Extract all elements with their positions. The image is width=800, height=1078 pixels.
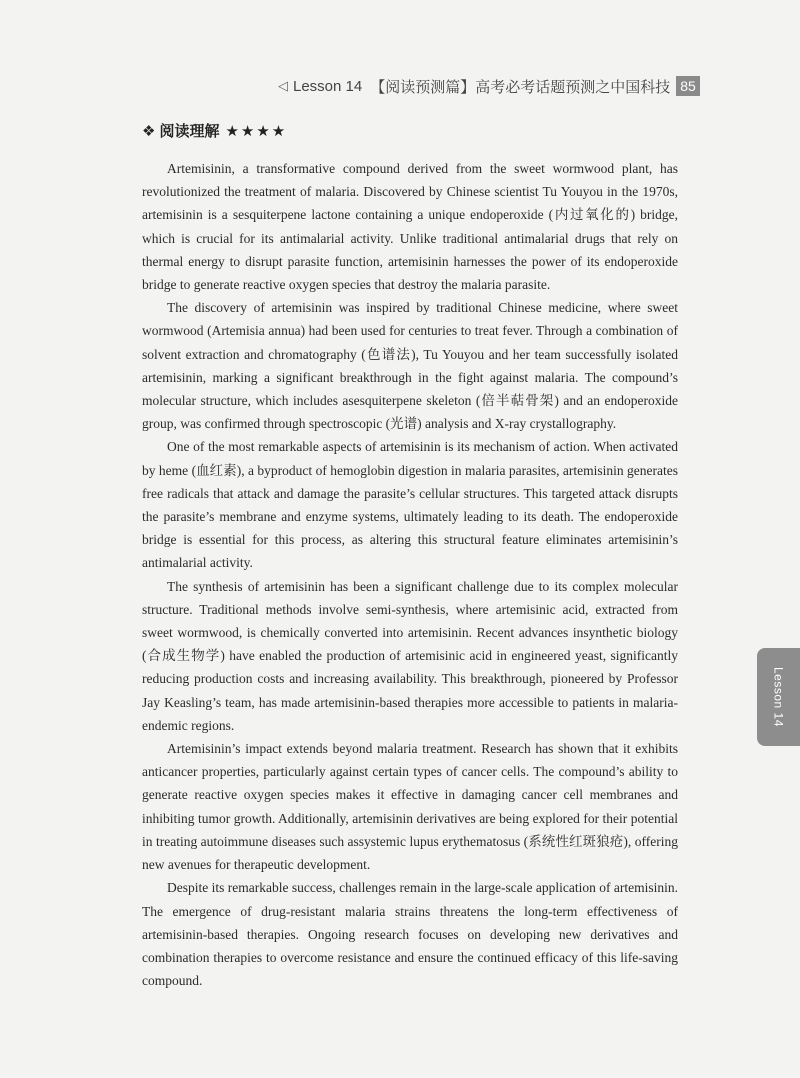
header-lesson-label: Lesson 14 xyxy=(293,77,363,95)
paragraph-6: Despite its remarkable success, challenges remain in the large-scale application of artemisinin. The emergence of drug-resistant malaria strains threatens the long-term effectiveness of artemisinin-based therapies. Ongoing research focuses on developing new derivatives and combination therapies to overcome resistance and ensure the continued efficacy of this life-saving compound. xyxy=(142,880,678,989)
article-body xyxy=(142,157,678,992)
paragraph-4: The synthesis of artemisinin has been a significant challenge due to its complex molecular structure. Traditional methods involve semi-synthesis, where artemisinic acid, extracted from sweet wormwood, is chemically converted into artemisinin. Recent advances insynthetic biology (合成生物学) have enabled the production of artemisinic acid in engineered yeast, significantly reducing production costs and increasing availability. This breakthrough, pioneered by Professor Jay Keasling’s team, has made artemisinin-based therapies more accessible to patients in malaria-endemic regions. xyxy=(142,578,678,733)
paragraph-5: Artemisinin’s impact extends beyond malaria treatment. Research has shown that it exhibits anticancer properties, particularly against certain types of cancer cells. The compound’s ability to generate reactive oxygen species makes it effective in damaging cancer cell membranes and inhibiting tumor growth. Additionally, artemisinin derivatives are being explored for their potential in treating autoimmune diseases such assystemic lupus erythematosus (系统性红斑狼疮), offering new avenues for therapeutic development. xyxy=(142,741,678,873)
paragraph-2: The discovery of artemisinin was inspired by traditional Chinese medicine, where sweet wormwood (Artemisia annua) had been used for centuries to treat fever. Through a combination of solvent extraction and chromatography (色谱法), Tu Youyou and her team successfully isolated artemisinin, marking a significant breakthrough in the fight against malaria. The compound’s molecular structure, which includes asesquiterpene skeleton (倍半萜骨架) and an endoperoxide group, was confirmed through spectroscopic (光谱) analysis and X-ray crystallography. xyxy=(142,300,678,432)
header-title: 【阅读预测篇】高考必考话题预测之中国科技 xyxy=(370,78,671,96)
running-header xyxy=(278,74,696,98)
page-number: 85 xyxy=(676,76,700,96)
paragraph-3: One of the most remarkable aspects of artemisinin is its mechanism of action. When activated by heme (血红素), a byproduct of hemoglobin digestion in malaria parasites, artemisinin generates free radicals that attack and damage the parasite’s cellular structures. This targeted attack disrupts the parasite’s membrane and enzyme systems, ultimately leading to its death. The endoperoxide bridge is essential for this process, as altering this structural feature eliminates artemisinin’s antimalarial activity. xyxy=(142,439,678,571)
paragraph-1: Artemisinin, a transformative compound derived from the sweet wormwood plant, has revolutionized the treatment of malaria. Discovered by Chinese scientist Tu Youyou in the 1970s, artemisinin is a sesquiterpene lactone containing a unique endoperoxide (内过氧化的) bridge, which is crucial for its antimalarial activity. Unlike traditional antimalarial drugs that rely on thermal energy to disrupt parasite function, artemisinin harnesses the power of its endoperoxide bridge to generate reactive oxygen species that destroy the malaria parasite. xyxy=(142,161,678,293)
left-triangle-icon: ◁ xyxy=(278,78,288,93)
side-tab-label: Lesson 14 xyxy=(771,667,786,727)
section-title: 阅读理解 xyxy=(159,122,220,140)
diamond-bullet-icon: ❖ xyxy=(142,122,156,140)
lesson-side-tab xyxy=(757,648,800,746)
section-heading xyxy=(142,120,287,141)
difficulty-stars: ★★★★ xyxy=(225,122,288,140)
